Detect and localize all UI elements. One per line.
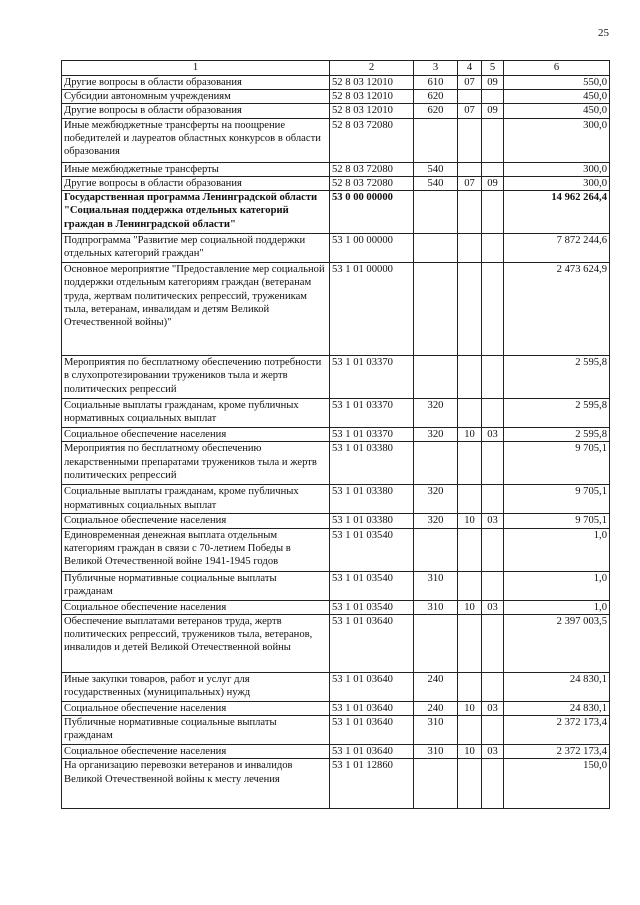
table-header-row <box>62 61 610 76</box>
row-name: Подпрограмма "Развитие мер социальной поддержки отдельных категорий граждан" <box>62 234 330 263</box>
row-name: На организацию перевозки ветеранов и инвалидов Великой Отечественной войны к месту лечения <box>62 759 330 809</box>
row-target-code: 53 1 01 03540 <box>330 528 414 571</box>
table-row <box>62 745 610 759</box>
row-name: Социальное обеспечение населения <box>62 514 330 528</box>
row-section <box>458 191 482 234</box>
row-subsection: 09 <box>482 176 504 190</box>
row-target-code: 53 1 01 00000 <box>330 263 414 356</box>
table-row <box>62 759 610 809</box>
row-target-code: 52 8 03 72080 <box>330 176 414 190</box>
row-name: Субсидии автономным учреждениям <box>62 90 330 104</box>
row-expense-type <box>414 442 458 485</box>
row-section <box>458 90 482 104</box>
column-header-5: 5 <box>482 61 504 76</box>
row-name: Другие вопросы в области образования <box>62 104 330 118</box>
row-name: Публичные нормативные социальные выплаты гражданам <box>62 716 330 745</box>
row-amount: 9 705,1 <box>504 442 610 485</box>
row-expense-type: 320 <box>414 514 458 528</box>
row-expense-type <box>414 759 458 809</box>
table-row <box>62 485 610 514</box>
row-target-code: 52 8 03 72080 <box>330 118 414 162</box>
row-expense-type <box>414 614 458 672</box>
row-target-code: 52 8 03 12010 <box>330 76 414 90</box>
row-subsection <box>482 90 504 104</box>
row-expense-type <box>414 356 458 399</box>
row-amount: 2 595,8 <box>504 356 610 399</box>
column-header-6: 6 <box>504 61 610 76</box>
row-expense-type: 240 <box>414 672 458 701</box>
row-name: Мероприятия по бесплатному обеспечению потребности в слухопротезировании тружеников тыла и жертв политических репрессий <box>62 356 330 399</box>
row-amount: 2 372 173,4 <box>504 716 610 745</box>
row-subsection <box>482 118 504 162</box>
row-subsection <box>482 485 504 514</box>
row-name: Основное мероприятие "Предоставление мер социальной поддержки отдельным категориям граждан (ветеранам труда, жертвам политических репрессий, труженикам тыла, ветеранам, инвалидам и детям Великой Отечественной войны)" <box>62 263 330 356</box>
row-amount: 450,0 <box>504 104 610 118</box>
table-row <box>62 614 610 672</box>
table-row <box>62 442 610 485</box>
row-expense-type: 320 <box>414 399 458 428</box>
row-section <box>458 528 482 571</box>
table-row <box>62 600 610 614</box>
row-target-code: 53 1 01 03370 <box>330 356 414 399</box>
row-expense-type: 310 <box>414 745 458 759</box>
row-target-code: 53 0 00 00000 <box>330 191 414 234</box>
row-amount: 550,0 <box>504 76 610 90</box>
row-expense-type <box>414 191 458 234</box>
row-expense-type <box>414 118 458 162</box>
row-amount: 24 830,1 <box>504 701 610 715</box>
row-amount: 1,0 <box>504 600 610 614</box>
row-section <box>458 263 482 356</box>
row-section <box>458 614 482 672</box>
row-name: Другие вопросы в области образования <box>62 176 330 190</box>
row-target-code: 53 1 01 03640 <box>330 701 414 715</box>
row-amount: 1,0 <box>504 571 610 600</box>
row-amount: 300,0 <box>504 162 610 176</box>
row-amount: 24 830,1 <box>504 672 610 701</box>
row-expense-type: 540 <box>414 162 458 176</box>
row-subsection <box>482 571 504 600</box>
row-expense-type: 310 <box>414 600 458 614</box>
row-expense-type: 320 <box>414 428 458 442</box>
row-section <box>458 399 482 428</box>
row-name: Другие вопросы в области образования <box>62 76 330 90</box>
row-section: 10 <box>458 745 482 759</box>
row-expense-type: 310 <box>414 571 458 600</box>
row-target-code: 53 1 01 03370 <box>330 428 414 442</box>
row-expense-type <box>414 528 458 571</box>
row-expense-type: 620 <box>414 90 458 104</box>
table-row <box>62 428 610 442</box>
budget-table <box>61 60 610 809</box>
row-amount: 450,0 <box>504 90 610 104</box>
row-name: Социальное обеспечение населения <box>62 701 330 715</box>
row-section: 10 <box>458 701 482 715</box>
row-subsection <box>482 614 504 672</box>
row-amount: 300,0 <box>504 118 610 162</box>
row-amount: 150,0 <box>504 759 610 809</box>
row-subsection <box>482 234 504 263</box>
row-section <box>458 716 482 745</box>
row-name: Иные межбюджетные трансферты <box>62 162 330 176</box>
row-section: 07 <box>458 104 482 118</box>
row-name: Социальное обеспечение населения <box>62 600 330 614</box>
table-row <box>62 162 610 176</box>
row-section: 10 <box>458 600 482 614</box>
row-target-code: 53 1 01 12860 <box>330 759 414 809</box>
row-target-code: 53 1 01 03640 <box>330 614 414 672</box>
row-target-code: 52 8 03 12010 <box>330 104 414 118</box>
row-name: Обеспечение выплатами ветеранов труда, жертв политических репрессий, тружеников тыла, ветеранов, инвалидов и детей Великой Отечественной войны <box>62 614 330 672</box>
row-subsection: 03 <box>482 745 504 759</box>
row-section <box>458 571 482 600</box>
row-section <box>458 118 482 162</box>
row-expense-type: 540 <box>414 176 458 190</box>
table-row <box>62 104 610 118</box>
row-subsection <box>482 759 504 809</box>
row-expense-type: 320 <box>414 485 458 514</box>
row-name: Социальное обеспечение населения <box>62 745 330 759</box>
table-row <box>62 176 610 190</box>
column-header-3: 3 <box>414 61 458 76</box>
column-header-1: 1 <box>62 61 330 76</box>
table-row <box>62 514 610 528</box>
row-target-code: 53 1 01 03540 <box>330 571 414 600</box>
row-subsection: 03 <box>482 701 504 715</box>
row-expense-type: 310 <box>414 716 458 745</box>
row-expense-type: 620 <box>414 104 458 118</box>
row-subsection: 09 <box>482 104 504 118</box>
row-name: Социальные выплаты гражданам, кроме публичных нормативных социальных выплат <box>62 485 330 514</box>
page-number: 25 <box>598 27 609 39</box>
table-row <box>62 716 610 745</box>
row-target-code: 52 8 03 12010 <box>330 90 414 104</box>
table-row <box>62 118 610 162</box>
row-amount: 7 872 244,6 <box>504 234 610 263</box>
row-subsection <box>482 528 504 571</box>
row-name: Государственная программа Ленинградской области "Социальная поддержка отдельных категорий граждан в Ленинградской области" <box>62 191 330 234</box>
row-name: Единовременная денежная выплата отдельным категориям граждан в связи с 70-летием Победы в Великой Отечественной войне 1941-1945 годов <box>62 528 330 571</box>
table-row <box>62 528 610 571</box>
row-name: Мероприятия по бесплатному обеспечению лекарственными препаратами тружеников тыла и жертв политических репрессий <box>62 442 330 485</box>
table-row <box>62 76 610 90</box>
row-section: 07 <box>458 76 482 90</box>
row-section <box>458 162 482 176</box>
row-section <box>458 672 482 701</box>
row-section: 07 <box>458 176 482 190</box>
row-subsection <box>482 356 504 399</box>
row-subsection: 03 <box>482 600 504 614</box>
row-expense-type <box>414 234 458 263</box>
row-section: 10 <box>458 514 482 528</box>
table-row <box>62 672 610 701</box>
row-target-code: 53 1 01 03380 <box>330 442 414 485</box>
row-name: Публичные нормативные социальные выплаты гражданам <box>62 571 330 600</box>
row-target-code: 53 1 01 03380 <box>330 485 414 514</box>
row-name: Социальное обеспечение населения <box>62 428 330 442</box>
row-section <box>458 485 482 514</box>
table-row <box>62 234 610 263</box>
row-amount: 2 595,8 <box>504 428 610 442</box>
row-subsection <box>482 191 504 234</box>
row-amount: 1,0 <box>504 528 610 571</box>
row-subsection <box>482 442 504 485</box>
row-subsection <box>482 672 504 701</box>
row-target-code: 52 8 03 72080 <box>330 162 414 176</box>
column-header-2: 2 <box>330 61 414 76</box>
table-row <box>62 191 610 234</box>
row-target-code: 53 1 00 00000 <box>330 234 414 263</box>
row-target-code: 53 1 01 03640 <box>330 716 414 745</box>
table-row <box>62 90 610 104</box>
row-amount: 2 473 624,9 <box>504 263 610 356</box>
row-subsection <box>482 263 504 356</box>
row-subsection <box>482 716 504 745</box>
row-name: Иные межбюджетные трансферты на поощрение победителей и лауреатов областных конкурсов в области образования <box>62 118 330 162</box>
row-name: Иные закупки товаров, работ и услуг для государственных (муниципальных) нужд <box>62 672 330 701</box>
column-header-4: 4 <box>458 61 482 76</box>
row-section: 10 <box>458 428 482 442</box>
row-expense-type <box>414 263 458 356</box>
row-subsection: 03 <box>482 428 504 442</box>
row-expense-type: 610 <box>414 76 458 90</box>
row-section <box>458 759 482 809</box>
row-name: Социальные выплаты гражданам, кроме публичных нормативных социальных выплат <box>62 399 330 428</box>
table-row <box>62 701 610 715</box>
row-subsection: 09 <box>482 76 504 90</box>
row-section <box>458 356 482 399</box>
table-row <box>62 399 610 428</box>
row-expense-type: 240 <box>414 701 458 715</box>
table-row <box>62 263 610 356</box>
row-section <box>458 442 482 485</box>
row-target-code: 53 1 01 03380 <box>330 514 414 528</box>
row-target-code: 53 1 01 03640 <box>330 745 414 759</box>
row-amount: 2 397 003,5 <box>504 614 610 672</box>
table-row <box>62 356 610 399</box>
row-target-code: 53 1 01 03370 <box>330 399 414 428</box>
row-amount: 300,0 <box>504 176 610 190</box>
row-amount: 9 705,1 <box>504 514 610 528</box>
row-section <box>458 234 482 263</box>
row-subsection <box>482 162 504 176</box>
row-target-code: 53 1 01 03640 <box>330 672 414 701</box>
row-subsection <box>482 399 504 428</box>
row-amount: 2 372 173,4 <box>504 745 610 759</box>
table-row <box>62 571 610 600</box>
row-target-code: 53 1 01 03540 <box>330 600 414 614</box>
row-amount: 9 705,1 <box>504 485 610 514</box>
row-amount: 2 595,8 <box>504 399 610 428</box>
row-amount: 14 962 264,4 <box>504 191 610 234</box>
row-subsection: 03 <box>482 514 504 528</box>
